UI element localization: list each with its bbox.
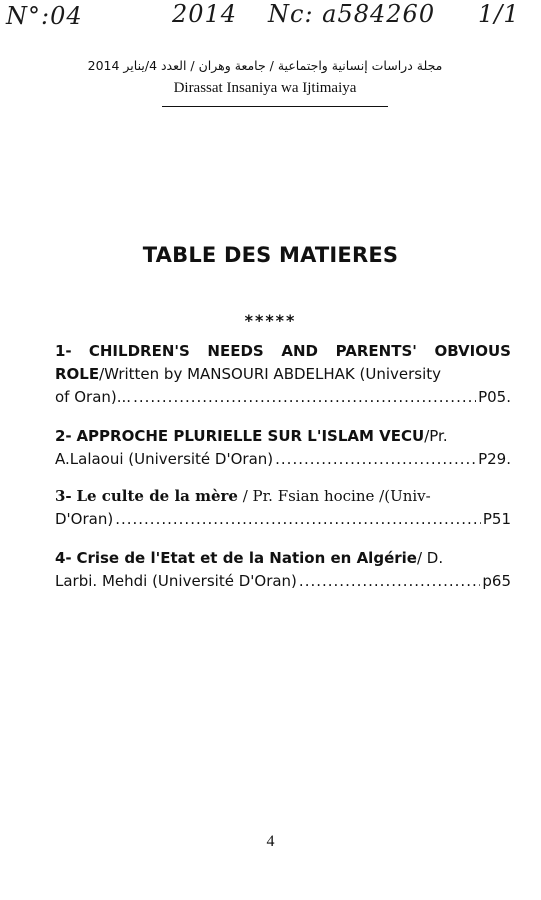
journal-header-arabic: مجلة دراسات إنسانية واجتماعية / جامعة وهران / العدد 4/يناير 2014 [87,58,443,73]
toc-entry-leader-line [55,448,511,471]
toc-entry-leader-line [55,386,511,409]
dot-leader [275,448,476,471]
toc-entry-3[interactable] [55,485,511,531]
toc-entry-page: P29. [478,450,511,468]
toc-entry-leader-line [55,570,511,593]
handwritten-issue-number: N°:04 [6,2,83,30]
toc-entry-1[interactable] [55,340,511,409]
toc-entry-2[interactable] [55,425,511,471]
toc-entry-leader-line [55,508,511,531]
toc-entry-affiliation: of Oran)... [55,388,132,406]
toc-entry-line [55,425,511,448]
toc-entry-line [55,547,511,570]
toc-entry-line [55,340,511,363]
toc-entry-affiliation: Larbi. Mehdi (Université D'Oran) [55,572,297,590]
toc-entry-title: Crise de l'Etat et de la Nation en Algérie [76,549,417,567]
toc-entry-line [55,485,511,508]
dot-leader [115,508,481,531]
toc-entry-title: Le culte de la mère [76,487,238,505]
toc-entry-number: 2- [55,427,72,445]
toc-entry-page: P05. [478,388,511,406]
toc-entry-number: 3- [55,487,72,505]
toc-entry-author: / D. [416,549,444,567]
toc-entry-title: APPROCHE PLURIELLE SUR L'ISLAM VECU [76,427,425,445]
page-number: 4 [266,833,275,850]
dot-leader [133,386,476,409]
toc-entry-author: / Pr. Fsian hocine /(Univ- [237,487,431,505]
toc-entry-affiliation: A.Lalaoui (Université D'Oran) [55,450,274,468]
handwritten-page-count: 1/1 [478,0,520,28]
toc-entry-title: CHILDREN'S NEEDS AND PARENTS' OBVIOUS [88,342,511,360]
toc-entry-title-cont: ROLE [55,365,100,383]
toc-entry-page: p65 [482,572,511,590]
toc-entry-number: 1- [55,342,72,360]
toc-entry-line [55,363,511,386]
handwritten-reference: Nc: a584260 [268,0,436,28]
toc-entry-4[interactable] [55,547,511,593]
toc-entry-affiliation: D'Oran) [55,510,114,528]
toc-entry-author: /Written by MANSOURI ABDELHAK (University [99,365,442,383]
journal-header-latin: Dirassat Insaniya wa Ijtimaiya [173,80,357,96]
star-divider: ***** [244,311,297,330]
handwritten-year: 2014 [172,0,238,28]
dot-leader [299,570,480,593]
toc-entry-number: 4- [55,549,72,567]
toc-entry-author: /Pr. [424,427,448,445]
toc-entry-page: P51 [482,510,511,528]
page-title: TABLE DES MATIERES [142,243,399,267]
header-divider [162,106,388,107]
